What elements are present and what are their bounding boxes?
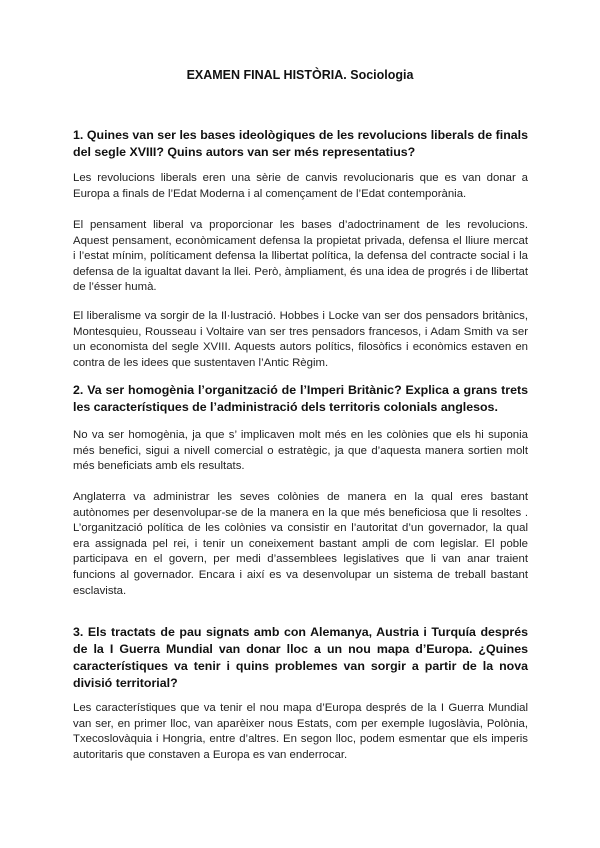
- question-heading: 2. Va ser homogènia l’organització de l’Imperi Britànic? Explica a grans trets les característiques de l’administració dels territoris colonials anglesos.: [73, 383, 528, 414]
- question-2: [73, 382, 528, 416]
- answer-paragraph: El pensament liberal va proporcionar les bases d’adoctrinament de les revolucions. Aquest pensament, econòmicament defensa la propietat privada, defensa el lliure mercat i l’estat mínim, políticament defensa la llibertat política, la defensa del contracte social i la defensa de la igualtat davant la llei. Però, àmpliament, és una idea de progrés i de llibertat de l’ésser humà.: [73, 219, 528, 294]
- answer-paragraph: El liberalisme va sorgir de la Il·lustració. Hobbes i Locke van ser dos pensadors britànics, Montesquieu, Rousseau i Voltaire van ser tres pensadors francesos, i Adam Smith va ser un economista del segle XVIII. Aquests autors polítics, filosòfics i econòmics estaven en contra de les idees que sustentaven l’Antic Règim.: [73, 310, 528, 369]
- question-3: [73, 624, 528, 692]
- document-title: EXAMEN FINAL HISTÒRIA. Sociologia: [186, 68, 414, 82]
- answer-paragraph: Les característiques que va tenir el nou mapa d’Europa després de la I Guerra Mundial van ser, en primer lloc, van aparèixer nous Estats, com per exemple Iugoslàvia, Polònia, Txecoslovàquia i Hongria, entre d’altres. En segon lloc, podem esmentar que els imperis autoritaris que constaven a Europa es van enderrocar.: [73, 702, 528, 761]
- question-heading: 1. Quines van ser les bases ideològiques de les revolucions liberals de finals del segle XVIII? Quins autors van ser més representatius?: [73, 128, 528, 159]
- question-1: [73, 127, 528, 161]
- answer-paragraph: Les revolucions liberals eren una sèrie de canvis revolucionaris que es van donar a Europa a finals de l’Edat Moderna i al començament de l’Edat contemporània.: [73, 172, 528, 200]
- answer-paragraph: Anglaterra va administrar les seves colònies de manera en la qual eres bastant autònomes per desenvolupar-se de la manera en la que més beneficiosa que li resoltes . L’organització política de les colònies va consistir en l’autoritat d’un governador, la qual era assignada pel rei, i tenir un coneixement bastant ampli de com legislar. El poble participava en el govern, per medi d’assemblees legislatives que li van anar traient funcions al governador. Encara i així es va desenvolupar un sistema de treball bastant esclavista.: [73, 491, 528, 597]
- question-heading: 3. Els tractats de pau signats amb con Alemanya, Austria i Turquía després de la I Guerra Mundial van donar lloc a un nou mapa d’Europa. ¿Quines característiques va tenir i quins problemes van sorgir a partir de la nova divisió territorial?: [73, 625, 528, 690]
- answer-paragraph: No va ser homogènia, ja que s’ implicaven molt més en les colònies que els hi suponia més benefici, sigui a nivell comercial o estratègic, ja que d’aquesta manera sortien molt més beneficiats amb els resultats.: [73, 429, 528, 473]
